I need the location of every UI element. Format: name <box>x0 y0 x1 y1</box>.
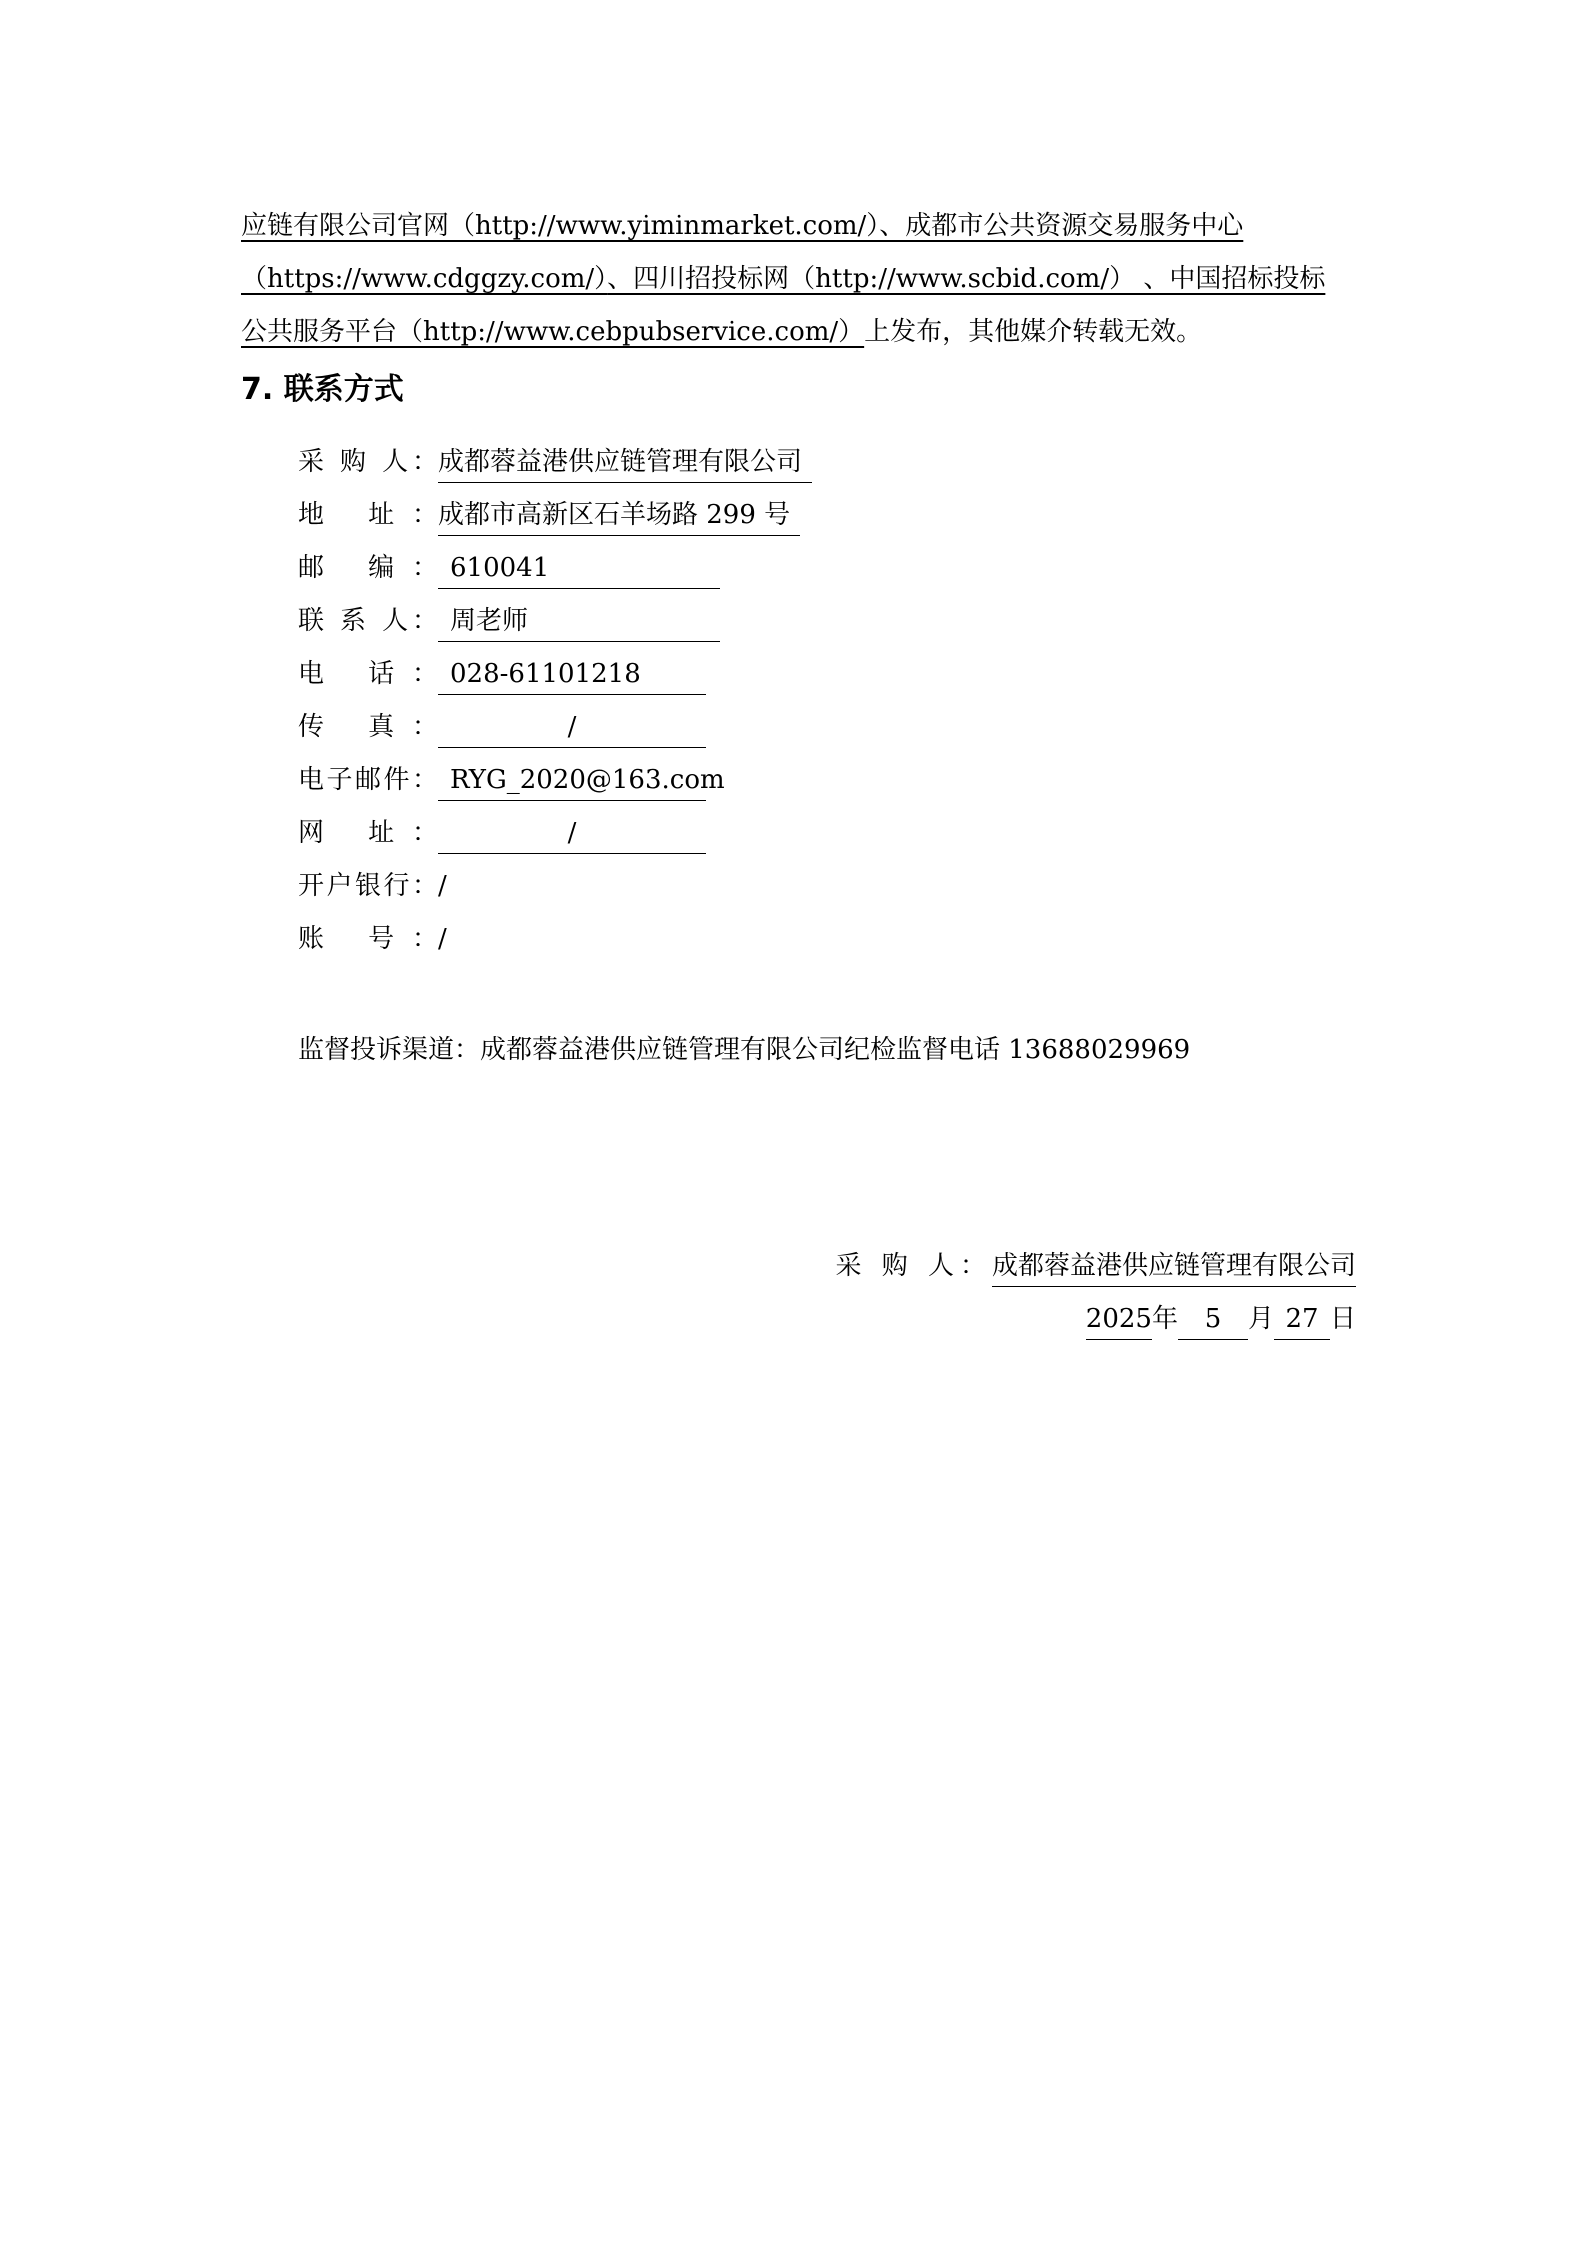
signature-purchaser-value: 成都蓉益港供应链管理有限公司 <box>992 1246 1356 1287</box>
postcode-label: 邮 编： <box>298 553 438 583</box>
bank-value: / <box>438 871 447 901</box>
email-row <box>298 760 725 801</box>
fax-row <box>298 707 706 748</box>
postcode-row <box>298 548 720 589</box>
paragraph-line-1-text: 应链有限公司官网（http://www.yiminmarket.com/）、成都市公共资源交易服务中心 <box>241 211 1244 241</box>
scbid-link-text: 、四川招投标网（http://www.scbid.com/） 、中国招标投标 <box>607 264 1326 294</box>
phone-row <box>298 654 706 695</box>
cebpubservice-link-text: 公共服务平台（http://www.cebpubservice.com/） <box>241 317 865 347</box>
contact-person-label: 联 系 人： <box>298 606 438 636</box>
website-row <box>298 813 706 854</box>
phone-value: 028-61101218 <box>438 654 706 695</box>
fax-label: 传 真： <box>298 712 438 742</box>
signature-day: 27 <box>1274 1299 1330 1340</box>
purchaser-row <box>298 442 812 483</box>
bank-row <box>298 866 447 906</box>
signature-day-unit: 日 <box>1329 1304 1356 1334</box>
paragraph-line-3 <box>241 306 1356 359</box>
contact-person-value: 周老师 <box>438 601 720 642</box>
account-row <box>298 919 447 959</box>
website-value: / <box>438 813 706 854</box>
paragraph-line-1 <box>241 200 1356 253</box>
address-row <box>298 495 800 536</box>
website-label: 网 址： <box>298 818 438 848</box>
bank-label: 开户银行： <box>298 871 438 901</box>
paragraph-end-text: 上发布，其他媒介转载无效。 <box>864 317 1203 347</box>
paragraph-line-2 <box>241 253 1356 306</box>
publication-paragraph <box>241 200 1356 359</box>
signature-purchaser-label: 采 购 人： <box>835 1251 992 1281</box>
fax-value: / <box>438 707 706 748</box>
purchaser-value: 成都蓉益港供应链管理有限公司 <box>438 442 812 483</box>
account-label: 账 号： <box>298 924 438 954</box>
cdggzy-link-text: （https://www.cdggzy.com/） <box>241 264 608 294</box>
phone-label: 电 话： <box>298 659 438 689</box>
email-value: RYG_2020@163.com <box>438 760 706 801</box>
signature-purchaser-row <box>835 1246 1356 1287</box>
complaint-channel: 监督投诉渠道：成都蓉益港供应链管理有限公司纪检监督电话 13688029969 <box>298 1035 1191 1065</box>
section-heading: 7. 联系方式 <box>241 372 404 407</box>
address-value: 成都市高新区石羊场路 299 号 <box>438 495 800 536</box>
signature-year: 2025 <box>1086 1299 1152 1340</box>
signature-month-unit: 月 <box>1247 1304 1274 1334</box>
email-label: 电子邮件： <box>298 765 438 795</box>
signature-year-unit: 年 <box>1151 1304 1178 1334</box>
contact-person-row <box>298 601 720 642</box>
account-value: / <box>438 924 447 954</box>
address-label: 地 址： <box>298 500 438 530</box>
signature-month: 5 <box>1178 1299 1248 1340</box>
signature-date-row <box>1086 1299 1356 1340</box>
postcode-value: 610041 <box>438 548 720 589</box>
purchaser-label: 采 购 人： <box>298 447 438 477</box>
